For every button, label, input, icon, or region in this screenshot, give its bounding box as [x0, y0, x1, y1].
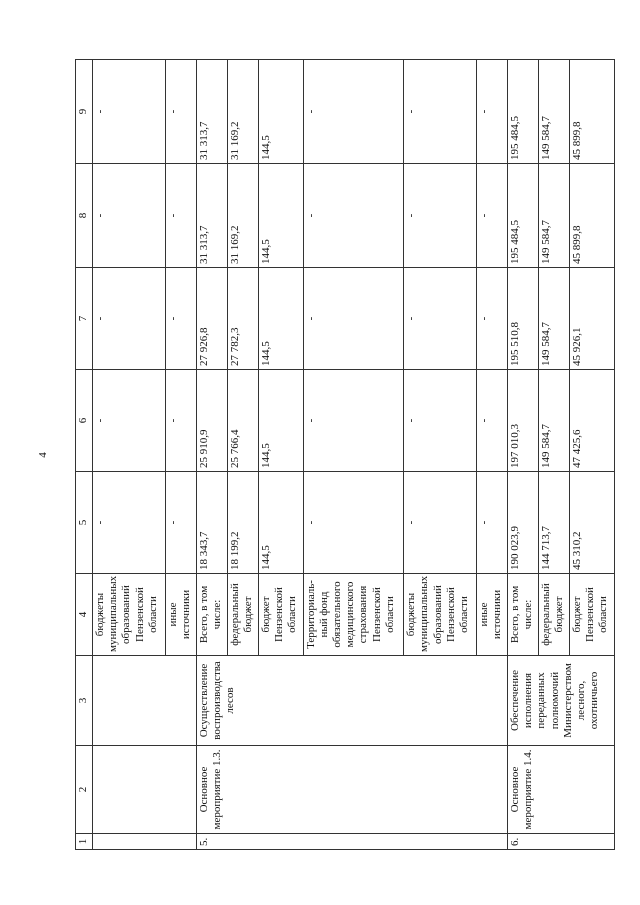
value-cell: 18 343,7 [196, 472, 227, 574]
value-cell: - [303, 164, 404, 268]
value-cell: - [404, 268, 477, 370]
source-cell: бюджеты муниципальных образований Пензенской области [404, 574, 477, 656]
value-cell: - [93, 472, 166, 574]
value-cell: - [477, 60, 508, 164]
value-cell: 45 899,8 [570, 60, 615, 164]
value-cell: 149 584,7 [539, 60, 570, 164]
header-cell: 3 [76, 656, 93, 746]
name-cell: Основное мероприятие 1.4. [508, 746, 615, 834]
rotated-table-container [75, 60, 615, 850]
page-number: 4 [37, 452, 49, 458]
header-cell: 4 [76, 574, 93, 656]
description-cell: Обеспечение исполнения переданных полномочий Министерством лесного, охотничьего [508, 656, 615, 746]
header-cell: 5 [76, 472, 93, 574]
source-cell: федеральный бюджет [539, 574, 570, 656]
table-row [508, 60, 539, 850]
source-cell: бюджет Пензенской области [258, 574, 303, 656]
value-cell: - [165, 60, 196, 164]
num-cell: 5. [196, 834, 507, 850]
value-cell: 149 584,7 [539, 268, 570, 370]
value-cell: - [165, 472, 196, 574]
source-cell: иные источники [477, 574, 508, 656]
name-cell [93, 746, 197, 834]
value-cell: 47 425,6 [570, 370, 615, 472]
header-cell: 7 [76, 268, 93, 370]
value-cell: - [404, 370, 477, 472]
value-cell: 25 910,9 [196, 370, 227, 472]
source-cell: бюджет Пензенской области [570, 574, 615, 656]
source-cell: иные источники [165, 574, 196, 656]
value-cell: 25 766,4 [227, 370, 258, 472]
value-cell: - [93, 370, 166, 472]
value-cell: - [477, 268, 508, 370]
value-cell: 45 926,1 [570, 268, 615, 370]
source-cell: Всего, в том числе: [196, 574, 227, 656]
value-cell: 144 713,7 [539, 472, 570, 574]
value-cell: - [165, 268, 196, 370]
source-cell: Территориаль-ный фонд обязательного медицинского страхования Пензенской области [303, 574, 404, 656]
value-cell: - [477, 164, 508, 268]
value-cell: - [93, 164, 166, 268]
value-cell: 31 313,7 [196, 60, 227, 164]
value-cell: 144,5 [258, 268, 303, 370]
value-cell: - [303, 370, 404, 472]
value-cell: 195 510,8 [508, 268, 539, 370]
value-cell: 27 782,3 [227, 268, 258, 370]
value-cell: - [477, 370, 508, 472]
header-cell: 1 [76, 834, 93, 850]
source-cell: бюджеты муниципальных образований Пензенской области [93, 574, 166, 656]
value-cell: 144,5 [258, 472, 303, 574]
value-cell: 195 484,5 [508, 164, 539, 268]
value-cell: - [404, 60, 477, 164]
value-cell: - [165, 164, 196, 268]
value-cell: 149 584,7 [539, 370, 570, 472]
value-cell: 190 023,9 [508, 472, 539, 574]
value-cell: 144,5 [258, 164, 303, 268]
description-cell: Осуществление воспроизводства лесов [196, 656, 507, 746]
value-cell: 31 169,2 [227, 60, 258, 164]
value-cell: - [93, 60, 166, 164]
num-cell: 6. [508, 834, 615, 850]
value-cell: 31 169,2 [227, 164, 258, 268]
value-cell: 31 313,7 [196, 164, 227, 268]
value-cell: 149 584,7 [539, 164, 570, 268]
source-cell: федеральный бюджет [227, 574, 258, 656]
header-cell: 2 [76, 746, 93, 834]
name-cell: Основное мероприятие 1.3. [196, 746, 507, 834]
value-cell: 27 926,8 [196, 268, 227, 370]
header-cell: 8 [76, 164, 93, 268]
value-cell: - [303, 472, 404, 574]
value-cell: 45 310,2 [570, 472, 615, 574]
table-row [196, 60, 227, 850]
value-cell: 195 484,5 [508, 60, 539, 164]
value-cell: - [165, 370, 196, 472]
header-row [76, 60, 93, 850]
header-cell: 6 [76, 370, 93, 472]
value-cell: - [404, 164, 477, 268]
value-cell: 18 199,2 [227, 472, 258, 574]
table-row [93, 60, 166, 850]
funding-table [75, 59, 615, 850]
value-cell: 144,5 [258, 370, 303, 472]
source-cell: Всего, в том числе: [508, 574, 539, 656]
value-cell: - [303, 268, 404, 370]
value-cell: - [477, 472, 508, 574]
value-cell: - [404, 472, 477, 574]
num-cell [93, 834, 197, 850]
value-cell: 45 899,8 [570, 164, 615, 268]
value-cell: - [93, 268, 166, 370]
header-cell: 9 [76, 60, 93, 164]
value-cell: - [303, 60, 404, 164]
value-cell: 144,5 [258, 60, 303, 164]
value-cell: 197 010,3 [508, 370, 539, 472]
description-cell [93, 656, 197, 746]
